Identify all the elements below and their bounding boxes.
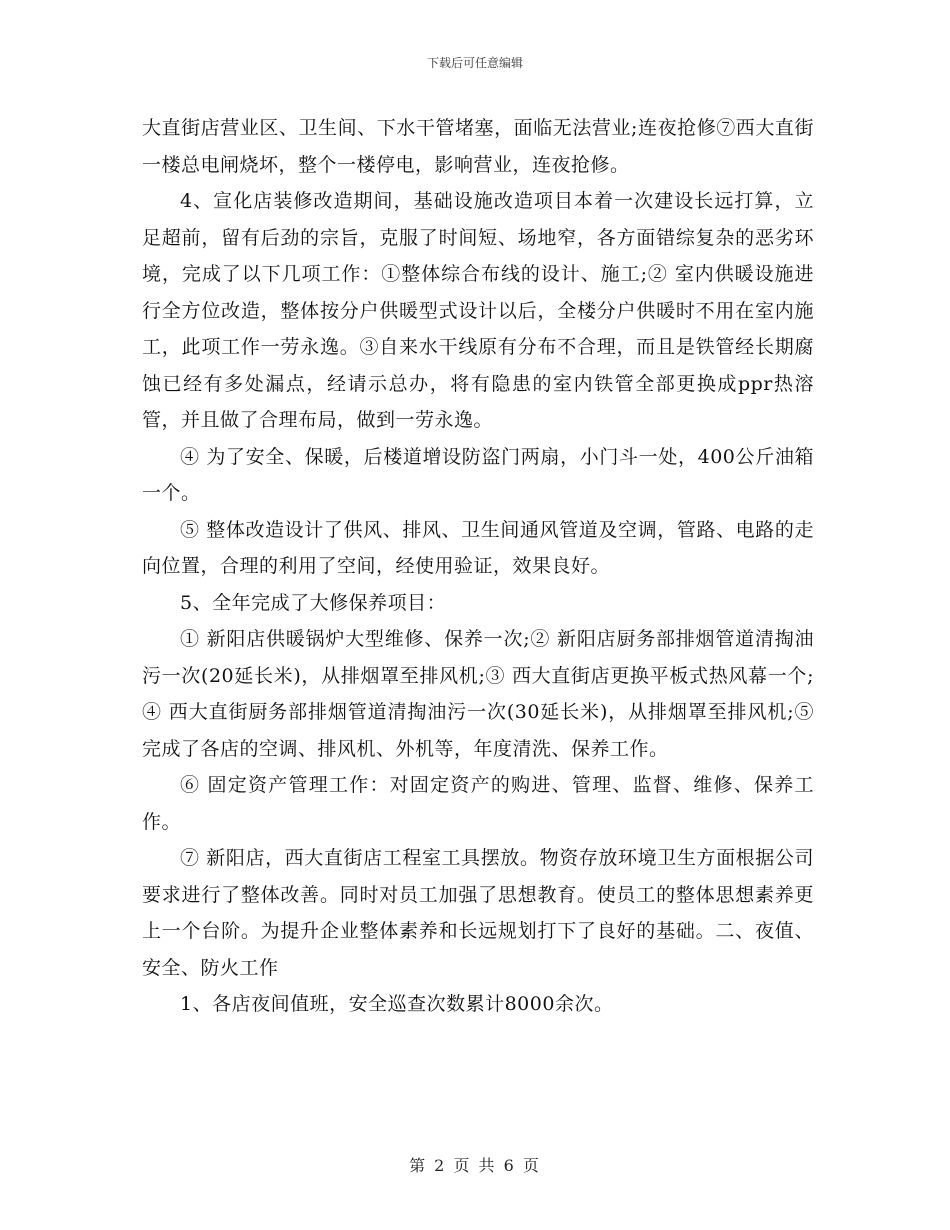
paragraph-9: 1、各店夜间值班，安全巡查次数累计8000余次。	[180, 993, 614, 1015]
paragraph-3: ④ 为了安全、保暖，后楼道增设防盗门两扇，小门斗一处，400公斤油箱一个。	[142, 445, 814, 504]
paragraph-2: 4、宣化店装修改造期间，基础设施改造项目本着一次建设长远打算，立足超前，留有后劲的宗旨，克服了时间短、场地窄，各方面错综复杂的恶劣环境，完成了以下几项工作：①整体综合布线的设计、施工;② 室内供暖设施进行全方位改造，整体按分户供暖型式设计以后，全楼分户供暖时不用在室内施工，此项工作一劳永逸。③自来水干线原有分布不合理，而且是铁管经长期腐蚀已经有多处漏点，经请示总办，将有隐患的室内铁管全部更换成ppr热溶管，并且做了合理布局，做到一劳永逸。	[142, 190, 814, 431]
page-header-note: 下载后可任意编辑	[426, 56, 523, 70]
paragraph-5: 5、全年完成了大修保养项目：	[180, 591, 447, 614]
paragraph-6: ① 新阳店供暖锅炉大型维修、保养一次;② 新阳店厨务部排烟管道清掏油污一次(20延长米)，从排烟罩至排风机;③ 西大直街店更换平板式热风幕一个;④ 西大直街厨务部排烟管道清掏油污一次(30延长米)，从排烟罩至排风机;⑤ 完成了各店的空调、排风机、外机等，年度清洗、保养工作。	[142, 628, 814, 760]
document-body	[142, 110, 814, 1023]
paragraph-4: ⑤ 整体改造设计了供风、排风、卫生间通风管道及空调，管路、电路的走向位置，合理的利用了空间，经使用验证，效果良好。	[142, 518, 814, 577]
paragraph-1: 大直街店营业区、卫生间、下水干管堵塞，面临无法营业;连夜抢修⑦西大直街一楼总电闸烧坏，整个一楼停电，影响营业，连夜抢修。	[142, 117, 814, 176]
page-number: 第 2 页 共 6 页	[409, 1156, 541, 1175]
paragraph-7: ⑥ 固定资产管理工作：对固定资产的购进、管理、监督、维修、保养工作。	[142, 774, 814, 833]
paragraph-8: ⑦ 新阳店，西大直街店工程室工具摆放。物资存放环境卫生方面根据公司要求进行了整体改善。同时对员工加强了思想教育。使员工的整体思想素养更上一个台阶。为提升企业整体素养和长远规划打下了良好的基础。二、夜值、安全、防火工作	[142, 847, 814, 979]
